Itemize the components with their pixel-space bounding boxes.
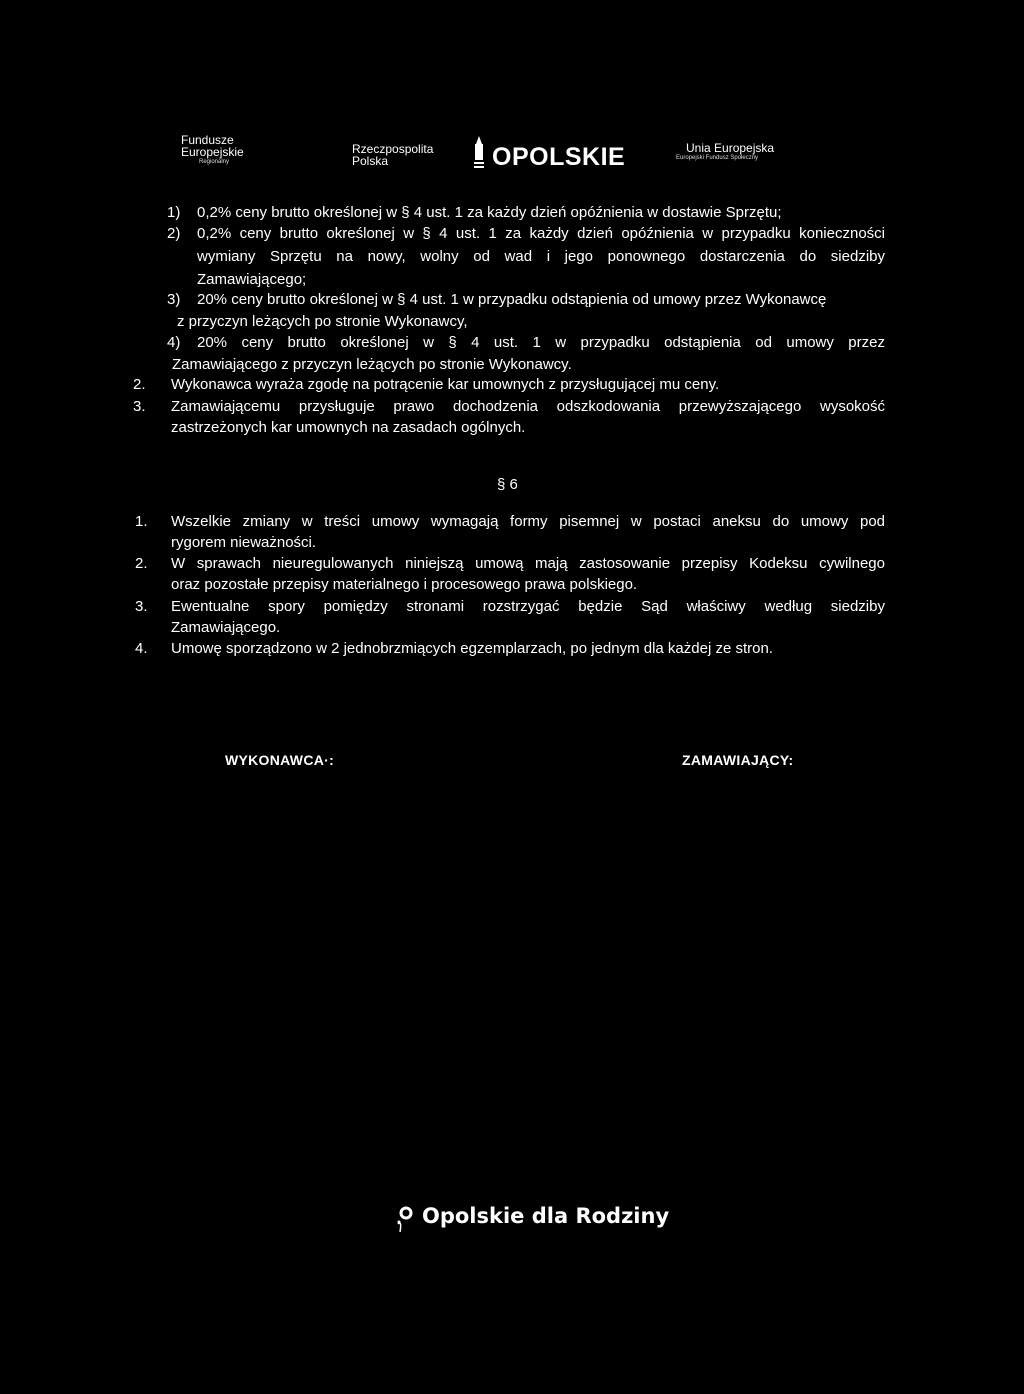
clause-number: 2. xyxy=(135,555,148,572)
clause-line: Zamawiającemu przysługuje prawo dochodzenia odszkodowania przewyższającego wysokość xyxy=(171,398,885,415)
logo-fe-line-2: Europejskie xyxy=(181,145,244,159)
clause-line: W sprawach nieuregulowanych niniejszą umową mają zastosowanie przepisy Kodeksu cywilnego xyxy=(171,555,885,572)
logo-fundusze-europejskie xyxy=(181,134,244,166)
logo-ue-line-2: Europejski Fundusz Społeczny xyxy=(676,155,759,161)
logo-ue-line-1: Unia Europejska xyxy=(686,141,775,155)
clause-line: zastrzeżonych kar umownych na zasadach ogólnych. xyxy=(171,419,526,436)
logo-rp-line-2: Polska xyxy=(352,154,389,168)
logo-fe-line-3: Regionalny xyxy=(199,159,230,165)
logo-fe-line-1: Fundusze xyxy=(181,133,234,147)
penalty-line: Zamawiającego; xyxy=(197,271,307,288)
clause-line: Wszelkie zmiany w treści umowy wymagają formy pisemnej w postaci aneksu do umowy pod xyxy=(171,513,885,530)
clause-line: rygorem nieważności. xyxy=(171,534,317,551)
section6-point-2 xyxy=(135,553,885,595)
penalty-line: z przyczyn leżących po stronie Wykonawcy, xyxy=(177,313,468,330)
penalty-number: 2) xyxy=(167,225,181,242)
clause-line: Zamawiającego. xyxy=(171,619,281,636)
penalty-item-4 xyxy=(167,332,885,375)
opolskie-emblem-icon xyxy=(472,136,486,172)
clause-number: 3. xyxy=(133,398,146,415)
logo-rp-line-1: Rzeczpospolita xyxy=(352,142,434,156)
section6-point-3 xyxy=(135,596,885,638)
clause-number: 3. xyxy=(135,598,148,615)
penalty-item-1 xyxy=(167,202,885,223)
footer-text: Opolskie dla Rodziny xyxy=(422,1204,670,1228)
penalty-line: wymiany Sprzętu na nowy, wolny od wad i jego ponownego dostarczenia do siedziby xyxy=(197,248,885,265)
penalty-number: 3) xyxy=(167,291,181,308)
clause-point-2 xyxy=(133,374,885,395)
section-heading: § 6 xyxy=(497,476,518,493)
penalty-line: Zamawiającego z przyczyn leżących po stronie Wykonawcy. xyxy=(172,356,572,373)
penalty-line: 0,2% ceny brutto określonej w § 4 ust. 1 za każdy dzień opóźnienia w dostawie Sprzętu; xyxy=(197,204,782,221)
section6-point-1 xyxy=(135,511,885,553)
clause-line: Ewentualne spory pomiędzy stronami rozstrzygać będzie Sąd właściwy według siedziby xyxy=(171,598,885,615)
clause-line: Wykonawca wyraża zgodę na potrącenie kar umownych z przysługującej mu ceny. xyxy=(171,376,720,393)
opolskie-dla-rodziny-icon xyxy=(388,1204,418,1234)
penalty-line: 0,2% ceny brutto określonej w § 4 ust. 1 za każdy dzień opóźnienia w przypadku konieczności xyxy=(197,225,885,242)
section6-point-4 xyxy=(135,638,885,659)
signature-zamawiajacy-label: ZAMAWIAJĄCY: xyxy=(682,752,794,768)
signature-wykonawca-label: WYKONAWCA·: xyxy=(225,752,335,768)
penalty-line: 20% ceny brutto określonej w § 4 ust. 1 w przypadku odstąpienia od umowy przez Wykonawcę xyxy=(197,291,827,308)
logo-unia-europejska xyxy=(676,142,774,162)
clause-number: 2. xyxy=(133,376,146,393)
logo-rzeczpospolita-polska xyxy=(352,143,433,167)
clause-number: 1. xyxy=(135,513,148,530)
penalty-number: 1) xyxy=(167,204,181,221)
clause-point-3 xyxy=(133,396,885,438)
penalty-number: 4) xyxy=(167,334,181,351)
clause-line: oraz pozostałe przepisy materialnego i procesowego prawa polskiego. xyxy=(171,576,638,593)
logo-opolskie-text: OPOLSKIE xyxy=(492,143,626,171)
penalty-line: 20% ceny brutto określonej w § 4 ust. 1 w przypadku odstąpienia od umowy przez xyxy=(197,334,885,351)
penalty-item-2 xyxy=(167,223,885,290)
clause-number: 4. xyxy=(135,640,148,657)
penalty-item-3 xyxy=(167,289,885,332)
clause-line: Umowę sporządzono w 2 jednobrzmiących egzemplarzach, po jednym dla każdej ze stron. xyxy=(171,640,773,657)
